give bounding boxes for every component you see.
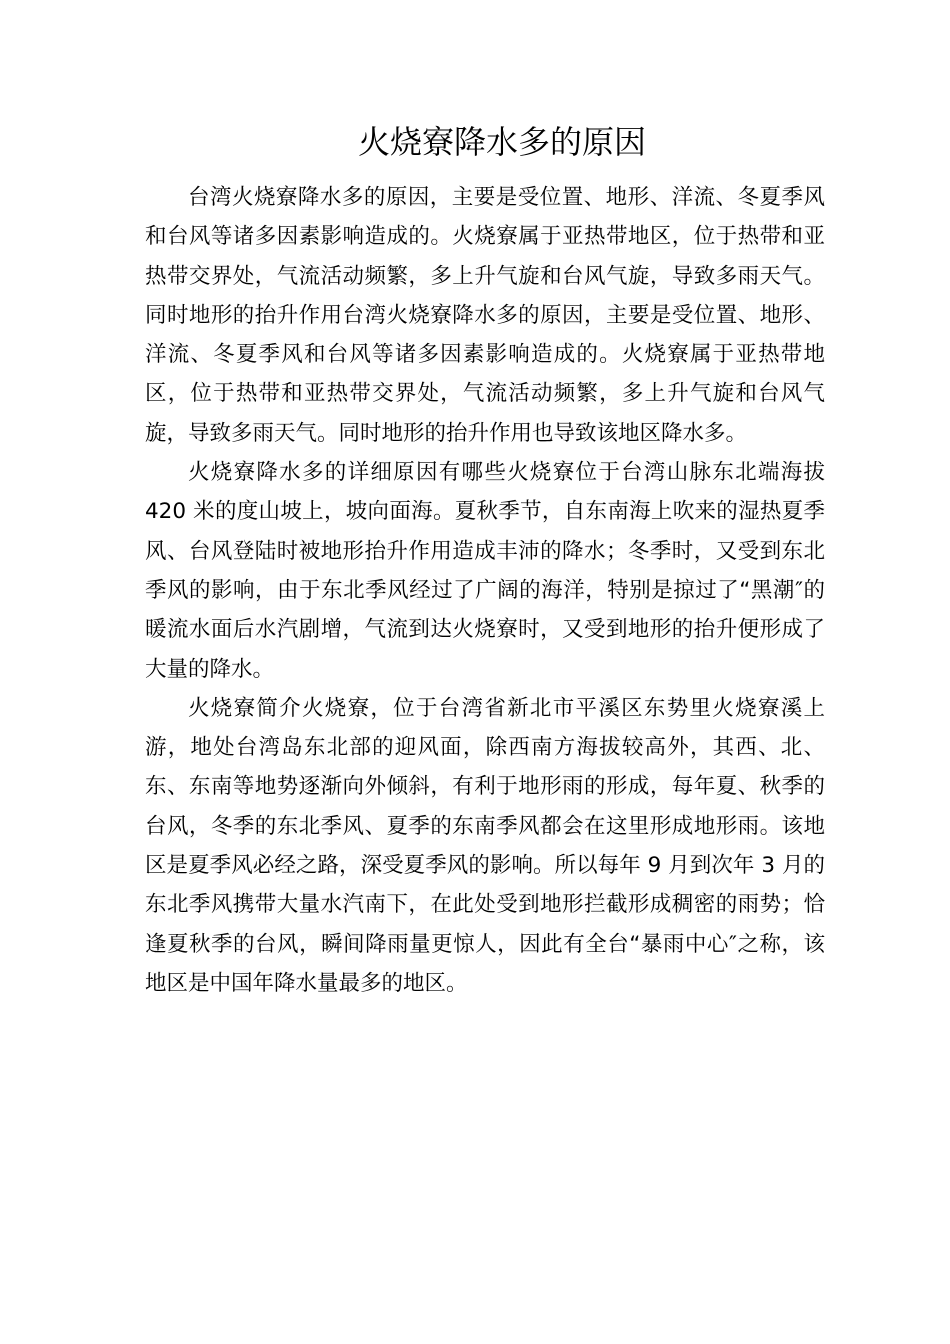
- document-title: 火烧寮降水多的原因: [357, 123, 646, 161]
- paragraph-3: 火烧寮简介火烧寮，位于台湾省新北市平溪区东势里火烧寮溪上游，地处台湾岛东北部的迎风面，除西南方海拔较高外，其西、北、东、东南等地势逐渐向外倾斜，有利于地形雨的形成，每年夏、秋季的台风，冬季的东北季风、夏季的东南季风都会在这里形成地形雨。该地区是夏季风必经之路，深受夏季风的影响。所以每年 9 月到次年 3 月的东北季风携带大量水汽南下，在此处受到地形拦截形成稠密的雨势；恰逢夏秋季的台风，瞬间降雨量更惊人，因此有全台“暴雨中心″之称，该地区是中国年降水量最多的地区。: [145, 695, 825, 996]
- paragraph-2: 火烧寮降水多的详细原因有哪些火烧寮位于台湾山脉东北端海拔 420 米的度山坡上，坡向面海。夏秋季节，自东南海上吹来的湿热夏季风、台风登陆时被地形抬升作用造成丰沛的降水；冬季时，又受到东北季风的影响，由于东北季风经过了广阔的海洋，特别是掠过了“黑潮″的暖流水面后水汽剧增，气流到达火烧寮时，又受到地形的抬升便形成了大量的降水。: [145, 460, 825, 682]
- document-body: [145, 178, 825, 1003]
- paragraph-1: 台湾火烧寮降水多的原因，主要是受位置、地形、洋流、冬夏季风和台风等诸多因素影响造成的。火烧寮属于亚热带地区，位于热带和亚热带交界处，气流活动频繁，多上升气旋和台风气旋，导致多雨天气。同时地形的抬升作用台湾火烧寮降水多的原因，主要是受位置、地形、洋流、冬夏季风和台风等诸多因素影响造成的。火烧寮属于亚热带地区，位于热带和亚热带交界处，气流活动频繁，多上升气旋和台风气旋，导致多雨天气。同时地形的抬升作用也导致该地区降水多。: [145, 185, 825, 446]
